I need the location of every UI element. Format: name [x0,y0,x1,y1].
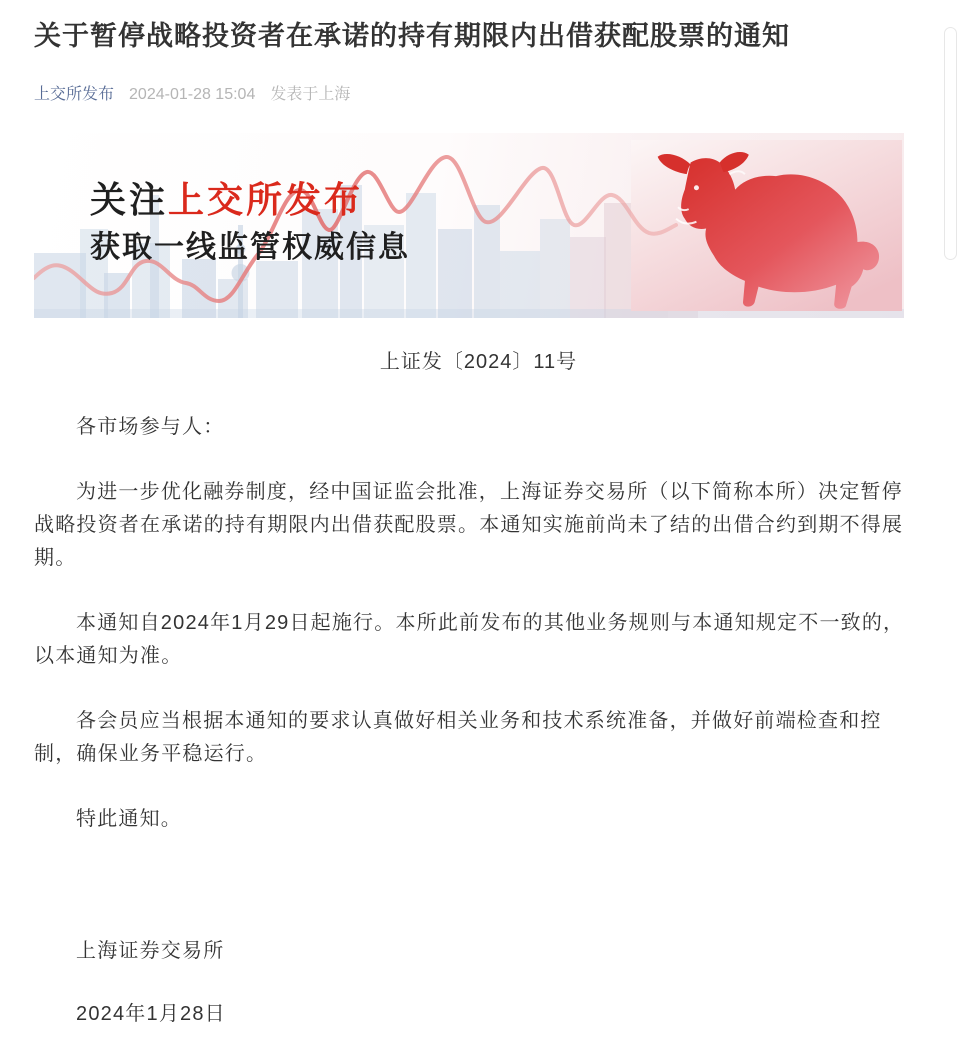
banner-text [90,179,410,265]
paragraph-3: 各会员应当根据本通知的要求认真做好相关业务和技术系统准备，并做好前端检查和控制，确保业务平稳运行。 [34,710,882,765]
banner-headline [90,179,410,221]
signature-date: 2024年1月28日 [76,1003,226,1025]
signature-org: 上海证券交易所 [76,940,225,962]
publish-datetime: 2024-01-28 15:04 [129,86,256,103]
banner-headline-prefix: 关注 [90,179,169,220]
salutation: 各市场参与人： [76,416,225,438]
paragraph-4: 特此通知。 [76,808,182,830]
banner-headline-brand: 上交所发布 [168,179,364,220]
banner-image[interactable] [34,133,904,318]
page-title: 关于暂停战略投资者在承诺的持有期限内出借获配股票的通知 [34,21,790,51]
document-number: 上证发〔2024〕11号 [379,351,578,373]
publish-location: 发表于上海 [270,86,351,103]
account-link[interactable]: 上交所发布 [34,86,115,103]
paragraph-2: 本通知自2024年1月29日起施行。本所此前发布的其他业务规则与本通知规定不一致的，以本通知为准。 [34,612,905,667]
scrollbar-thumb[interactable] [944,27,957,260]
byline [34,84,923,105]
paragraph-1: 为进一步优化融券制度，经中国证监会批准，上海证券交易所（以下简称本所）决定暂停战略投资者在承诺的持有期限内出借获配股票。本通知实施前尚未了结的出借合约到期不得展期。 [34,481,904,569]
banner-subheadline: 获取一线监管权威信息 [90,231,410,264]
